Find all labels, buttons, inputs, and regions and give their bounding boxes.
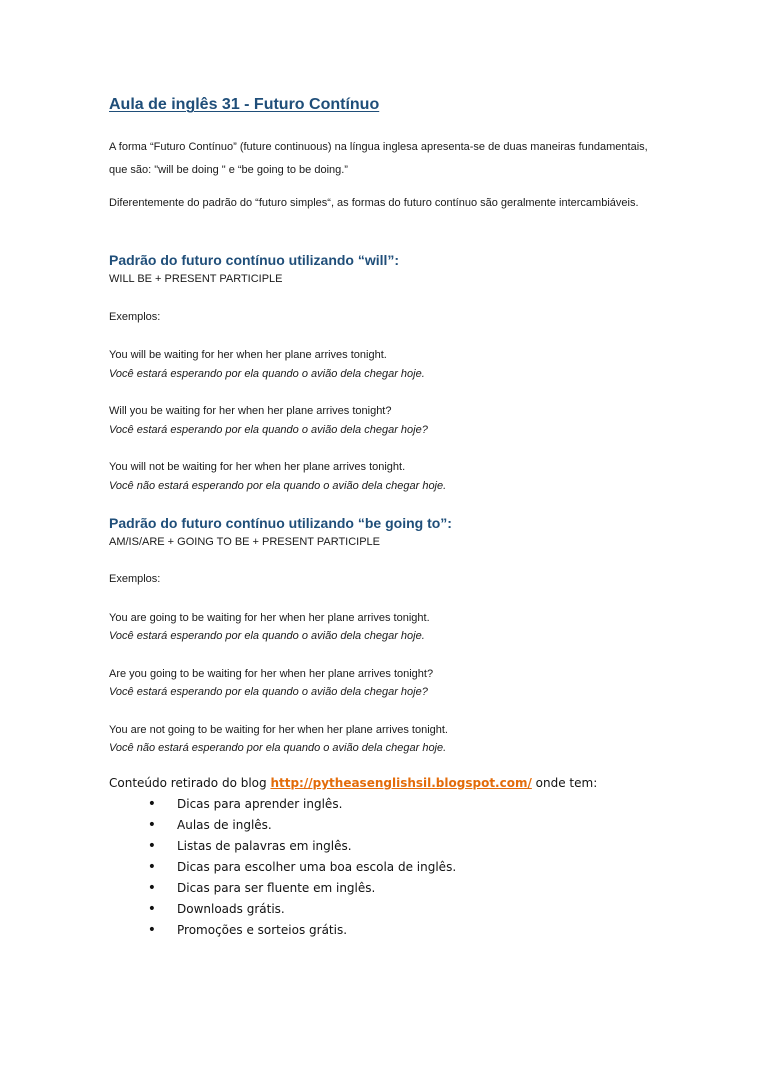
features-list [109,794,456,941]
list-item-text: Dicas para escolher uma boa escola de inglês. [177,860,457,874]
will-example-pt: Você não estará esperando por ela quando o avião dela chegar hoje. [109,480,447,492]
section-going-heading: Padrão do futuro contínuo utilizando “be going to”: [109,515,452,531]
bullet-icon [109,878,156,899]
bullet-icon [109,920,156,941]
going-example-pt: Você estará esperando por ela quando o avião dela chegar hoje. [109,630,425,642]
going-example-en: You are not going to be waiting for her when her plane arrives tonight. [109,724,448,736]
list-item-text: Downloads grátis. [177,902,285,916]
page-title: Aula de inglês 31 - Futuro Contínuo [109,96,380,113]
list-item [109,878,456,899]
source-prefix: Conteúdo retirado do blog [109,776,271,790]
will-example-en: Will you be waiting for her when her plane arrives tonight? [109,405,392,417]
going-example-pt: Você não estará esperando por ela quando o avião dela chegar hoje. [109,742,447,754]
bullet-icon [109,857,156,878]
list-item [109,857,456,878]
list-item-text: Promoções e sorteios grátis. [177,923,348,937]
going-example-en: Are you going to be waiting for her when her plane arrives tonight? [109,668,434,680]
intro-paragraph-2: Diferentemente do padrão do “futuro simples“, as formas do futuro contínuo são geralmente intercambiáveis. [109,197,639,209]
will-example-pt: Você estará esperando por ela quando o avião dela chegar hoje? [109,424,428,436]
list-item [109,794,456,815]
list-item [109,815,456,836]
will-example-pt: Você estará esperando por ela quando o avião dela chegar hoje. [109,368,425,380]
will-example-en: You will be waiting for her when her plane arrives tonight. [109,349,387,361]
bullet-icon [109,836,156,857]
section-going-formula: AM/IS/ARE + GOING TO BE + PRESENT PARTICIPLE [109,536,381,548]
source-suffix: onde tem: [531,776,598,790]
blog-link[interactable]: http://pytheasenglishsil.blogspot.com/ [270,776,532,790]
bullet-icon [109,794,156,815]
list-item-text: Listas de palavras em inglês. [177,839,352,853]
bullet-icon [109,899,156,920]
source-line [109,775,597,791]
list-item [109,920,456,941]
list-item [109,836,456,857]
going-example-en: You are going to be waiting for her when her plane arrives tonight. [109,612,430,624]
section-will-heading: Padrão do futuro contínuo utilizando “will”: [109,252,400,268]
list-item-text: Dicas para ser fluente em inglês. [177,881,376,895]
will-example-en: You will not be waiting for her when her plane arrives tonight. [109,461,406,473]
intro-paragraph-1: A forma “Futuro Contínuo” (future continuous) na língua inglesa apresenta-se de duas maneiras fundamentais, que são: "will be doing " e “be going to be doing.” [109,141,648,176]
section-will-examples-label: Exemplos: [109,311,161,323]
list-item [109,899,456,920]
list-item-text: Dicas para aprender inglês. [177,797,343,811]
list-item-text: Aulas de inglês. [177,818,272,832]
bullet-icon [109,815,156,836]
going-example-pt: Você estará esperando por ela quando o avião dela chegar hoje? [109,686,428,698]
section-will-formula: WILL BE + PRESENT PARTICIPLE [109,273,283,285]
section-going-examples-label: Exemplos: [109,573,161,585]
